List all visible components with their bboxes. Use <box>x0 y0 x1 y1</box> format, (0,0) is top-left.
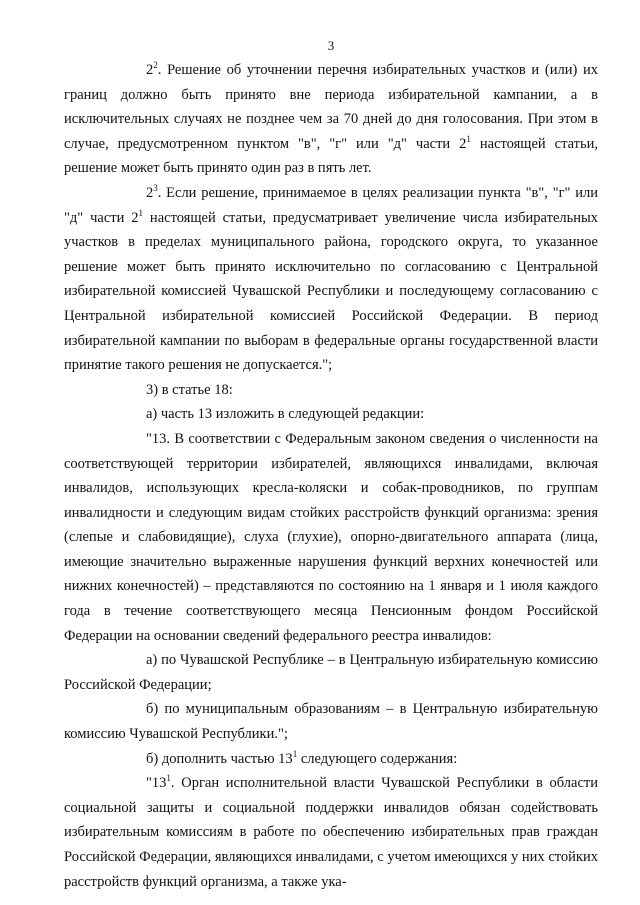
text-segment: "13. В соответствии с Федеральным законом сведения о численности на соответствующей территории избирателей, являющихся инвалидами, включая инвалидов, использующих кресла-коляски и собак-проводников, по группам инвалидности и следующим видам стойких расстройств функций организма: зрения (слепые и слабовидящие), слуха (глухие), опорно-двигательного аппарата (лица, имеющие значительно выраженные нарушения функций верхних конечностей или нижних конечностей) – представляются по состоянию на 1 января и 1 июля каждого года в течение соответствующего месяца Пенсионным фондом Российской Федерации на основании сведений федерального реестра инвалидов: <box>64 430 598 644</box>
text-segment: 3) в статье 18: <box>146 381 233 398</box>
superscript: 1 <box>138 207 144 218</box>
text-segment: настоящей статьи, решение может быть принято один раз в пять лет. <box>64 135 598 177</box>
text-segment: 2 <box>146 62 154 78</box>
text-segment: . Решение об уточнении перечня избирательных участков и (или) их границ должно быть принято вне периода избирательной кампании, а в исключительных случаях не позднее чем за 70 дней до дня голосования. При этом в случае, предусмотренном пунктом "в", "г" или "д" части 2 <box>64 62 598 152</box>
paragraph-2-3 <box>64 181 598 378</box>
paragraph-subitem-b <box>64 697 598 746</box>
paragraph-item-b <box>64 747 598 772</box>
superscript: 1 <box>292 748 298 759</box>
text-segment: "13 <box>146 775 167 792</box>
superscript: 1 <box>466 133 471 144</box>
paragraph-part-13-1 <box>64 771 598 894</box>
text-segment: следующего содержания: <box>297 750 458 767</box>
superscript: 3 <box>153 183 158 194</box>
superscript: 2 <box>153 60 158 71</box>
text-segment: а) по Чувашской Республике – в Центральную избирательную комиссию Российской Федерации; <box>64 652 598 693</box>
text-segment: настоящей статьи, предусматривает увеличение числа избирательных участков в пределах муниципального района, городского округа, то указанное решение может быть принято исключительно по согласованию с Центральной избирательной комиссией Чувашской Республики и последующему согласованию с Центральной избирательной комиссией Российской Федерации. В период избирательной кампании по выборам в федеральные органы государственной власти принятие такого решения не допускается."; <box>64 209 598 374</box>
text-segment: 2 <box>146 184 154 201</box>
paragraph-item-a <box>64 402 598 427</box>
text-segment: б) по муниципальным образованиям – в Центральную избирательную комиссию Чувашской Республики."; <box>64 701 598 743</box>
text-segment: б) дополнить частью 13 <box>146 750 293 767</box>
page-number: 3 <box>327 38 335 53</box>
text-segment: а) часть 13 изложить в следующей редакции: <box>146 406 425 423</box>
paragraph-subitem-a <box>64 648 598 697</box>
paragraph-2-2 <box>64 58 598 181</box>
superscript: 1 <box>166 773 171 784</box>
paragraph-item-3 <box>64 378 598 403</box>
paragraph-part-13 <box>64 427 598 648</box>
text-segment: . Если решение, принимаемое в целях реализации пункта "в", "г" или "д" части 2 <box>64 184 598 226</box>
text-segment: . Орган исполнительной власти Чувашской Республики в области социальной защиты и социальной поддержки инвалидов обязан содействовать избирательным комиссиям в работе по обеспечению избирательных прав граждан Российской Федерации, являющихся инвалидами, с учетом имеющихся у них стойких расстройств функций организма, а также ука- <box>64 775 598 890</box>
